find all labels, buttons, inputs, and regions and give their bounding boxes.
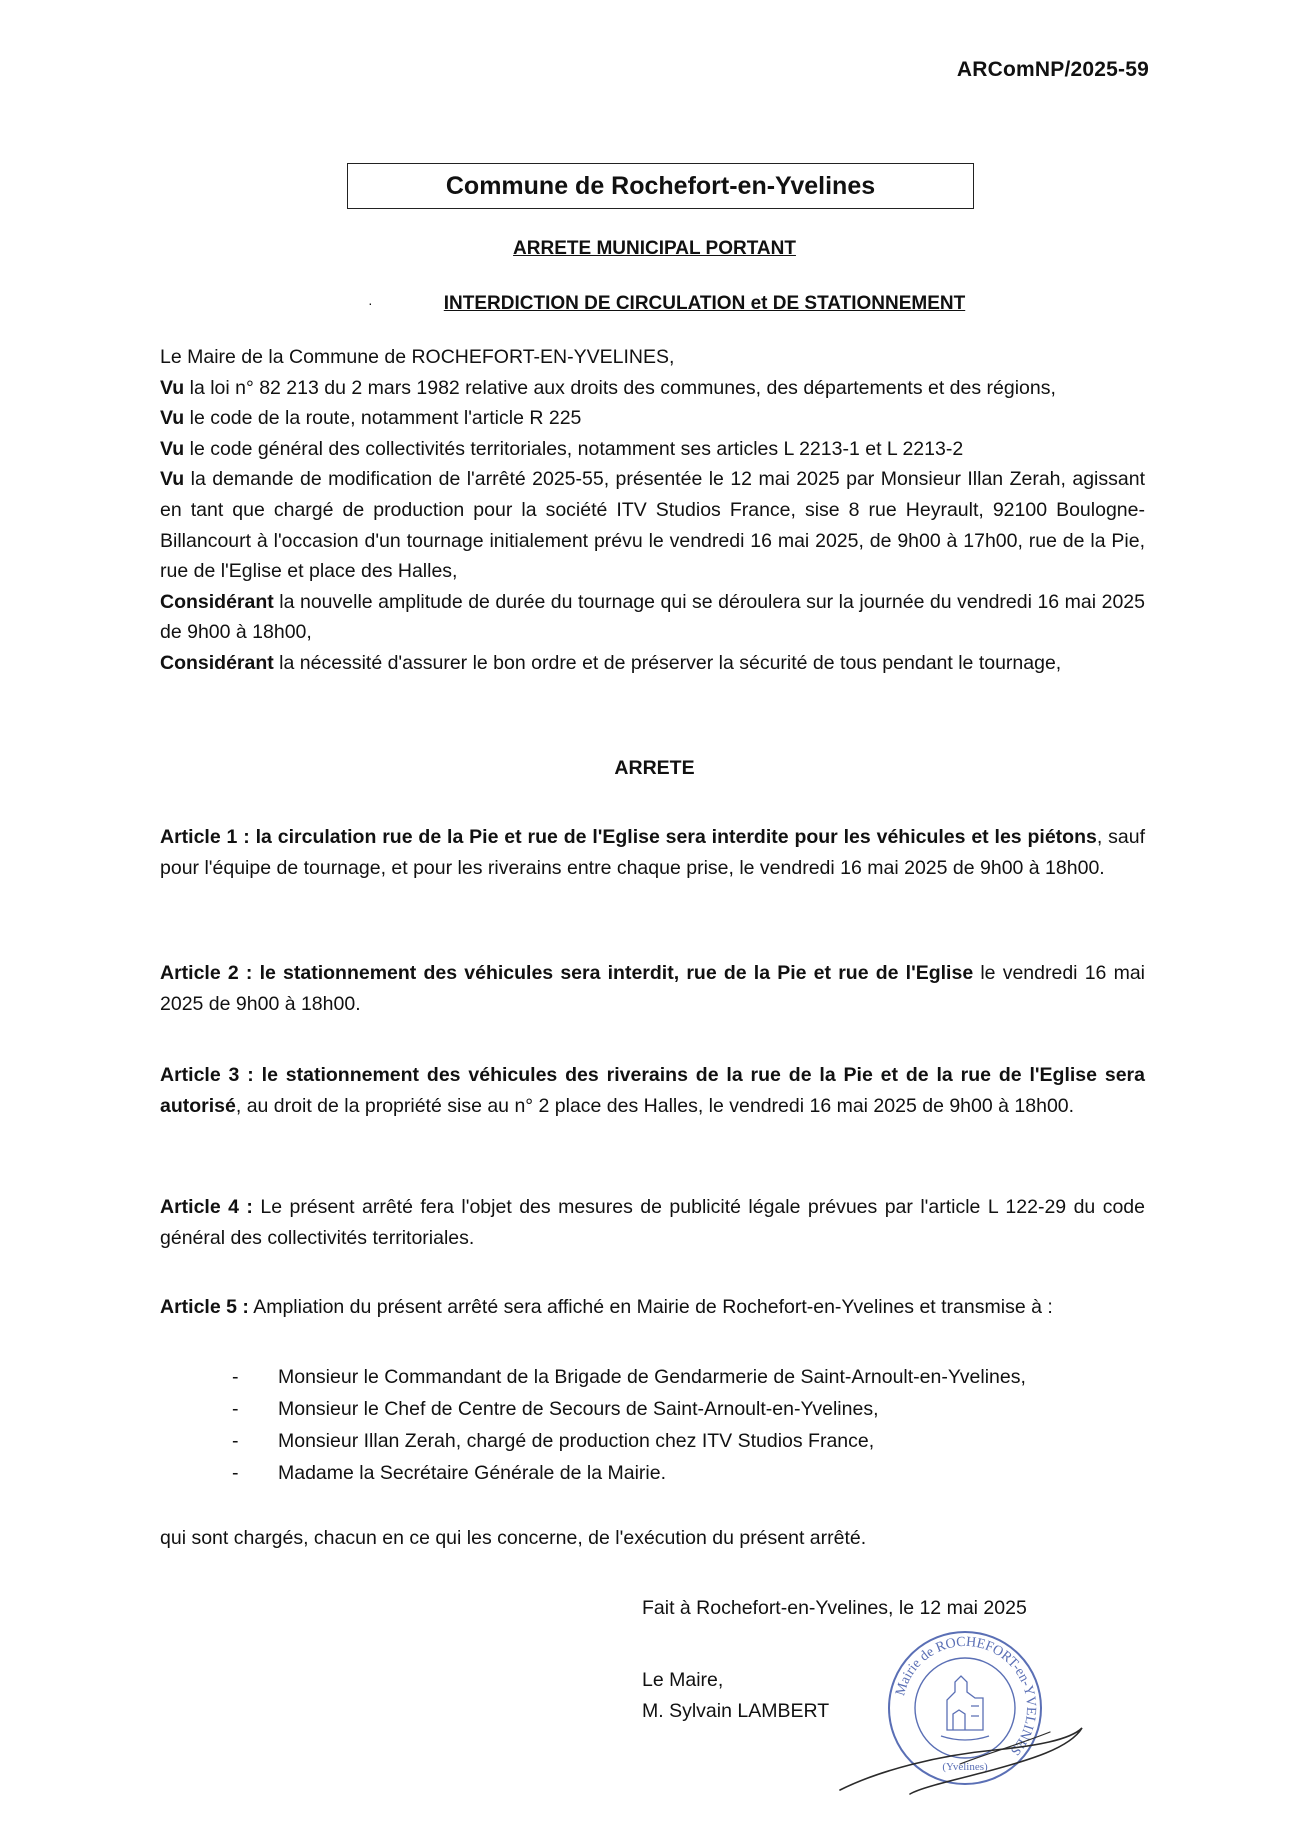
list-dash: - [232, 1366, 239, 1388]
handwritten-signature-icon [820, 1660, 1100, 1810]
article-separator: : [237, 826, 256, 848]
considerant-paragraph [160, 587, 1145, 648]
recipient-text: Monsieur le Chef de Centre de Secours de Saint-Arnoult-en-Yvelines, [278, 1398, 879, 1420]
vu-text: la loi n° 82 213 du 2 mars 1982 relative aux droits des communes, des départements et des régions, [184, 376, 1056, 399]
article-3 [160, 1060, 1145, 1121]
article-bold-text: le stationnement des véhicules des riverains de la rue de la Pie et de la rue de l'Eglise sera autorisé [160, 1064, 1145, 1117]
vu-paragraph [160, 403, 1145, 434]
article-text: le vendredi 16 mai 2025 de 9h00 à 18h00. [160, 962, 1145, 1015]
article-bold-text: la circulation rue de la Pie et rue de l'Eglise sera interdite pour les véhicules et les piétons [255, 826, 1097, 848]
preamble [160, 342, 1145, 679]
recipient-list [232, 1361, 1026, 1489]
considerant-text: la nécessité d'assurer le bon ordre et de préserver la sécurité de tous pendant le tournage, [273, 651, 1062, 674]
article-4 [160, 1192, 1145, 1253]
commune-title [347, 163, 974, 209]
recipient-text: Madame la Secrétaire Générale de la Mairie. [278, 1462, 667, 1484]
list-item [232, 1361, 1026, 1393]
article-text: , au droit de la propriété sise au n° 2 place des Halles, le vendredi 16 mai 2025 de 9h00 à 18h00. [235, 1094, 1075, 1117]
signatory-title: Le Maire, [642, 1669, 724, 1691]
list-item [232, 1425, 1026, 1457]
subtitle-interdiction: INTERDICTION DE CIRCULATION et DE STATIONNEMENT [443, 293, 966, 314]
article-5 [160, 1292, 1145, 1323]
maire-line: Le Maire de la Commune de ROCHEFORT-EN-YVELINES, [160, 346, 675, 368]
commune-title-text: Commune de Rochefort-en-Yvelines [445, 171, 876, 200]
vu-lead: Vu [160, 407, 185, 430]
list-dash: - [232, 1430, 239, 1452]
considerant-lead: Considérant [160, 590, 274, 613]
recipient-text: Monsieur Illan Zerah, chargé de production chez ITV Studios France, [278, 1430, 875, 1452]
vu-text: le code de la route, notamment l'article R 225 [184, 407, 582, 430]
article-label: Article 5 : [160, 1296, 249, 1318]
reference-number: ARComNP/2025-59 [956, 58, 1149, 81]
vu-paragraph [160, 434, 1145, 465]
arrete-heading: ARRETE [614, 757, 695, 779]
scan-speck: · [368, 295, 373, 311]
signatory-name: M. Sylvain LAMBERT [642, 1700, 830, 1722]
place-date-line: Fait à Rochefort-en-Yvelines, le 12 mai 2025 [642, 1597, 1027, 1619]
article-text: , sauf pour l'équipe de tournage, et pour les riverains entre chaque prise, le vendredi 16 mai 2025 de 9h00 à 18h00. [160, 826, 1145, 879]
list-item [232, 1393, 1026, 1425]
article-label: Article 3 : [160, 1064, 254, 1086]
vu-lead: Vu [160, 376, 185, 399]
vu-lead: Vu [160, 437, 185, 460]
vu-text: la demande de modification de l'arrêté 2025-55, présentée le 12 mai 2025 par Monsieur Illan Zerah, agissant en tant que chargé de production pour la société ITV Studios France, sise 8 rue Heyrault, 92100 Boulogne-Billancourt à l'occasion d'un tournage initialement prévu le vendredi 16 mai 2025, de 9h00 à 17h00, rue de la Pie, rue de l'Eglise et place des Halles, [160, 468, 1145, 583]
article-label: Article 4 : [160, 1196, 253, 1218]
vu-text: le code général des collectivités territoriales, notamment ses articles L 2213-1 et L 2213-2 [184, 437, 964, 460]
stamp-outer-text: Mairie de ROCHEFORT-en-YVELINES [893, 1634, 1039, 1758]
article-text: Le présent arrêté fera l'objet des mesures de publicité légale prévues par l'article L 122-29 du code général des collectivités territoriales. [160, 1196, 1145, 1249]
list-item [232, 1457, 1026, 1489]
closing-sentence: qui sont chargés, chacun en ce qui les concerne, de l'exécution du présent arrêté. [160, 1527, 867, 1549]
considerant-text: la nouvelle amplitude de durée du tournage qui se déroulera sur la journée du vendredi 16 mai 2025 de 9h00 à 18h00, [160, 590, 1145, 644]
article-bold-text: le stationnement des véhicules sera interdit, rue de la Pie et rue de l'Eglise [252, 962, 974, 984]
article-2 [160, 958, 1145, 1019]
signatory-block [642, 1665, 829, 1727]
article-text: Ampliation du présent arrêté sera affiché en Mairie de Rochefort-en-Yvelines et transmise à : [248, 1296, 1053, 1318]
vu-paragraph [160, 464, 1145, 586]
considerant-paragraph [160, 648, 1145, 679]
recipient-text: Monsieur le Commandant de la Brigade de Gendarmerie de Saint-Arnoult-en-Yvelines, [278, 1366, 1026, 1388]
stamp-inner-text: (Yvelines) [942, 1761, 988, 1773]
article-1 [160, 822, 1145, 883]
article-label: Article 2 : [160, 962, 253, 984]
list-dash: - [232, 1462, 239, 1484]
subtitle-arrete-municipal: ARRETE MUNICIPAL PORTANT [513, 238, 796, 259]
article-label: Article 1 [160, 826, 238, 848]
vu-paragraph [160, 373, 1145, 404]
list-dash: - [232, 1398, 239, 1420]
considerant-lead: Considérant [160, 651, 274, 674]
vu-lead: Vu [160, 468, 185, 491]
